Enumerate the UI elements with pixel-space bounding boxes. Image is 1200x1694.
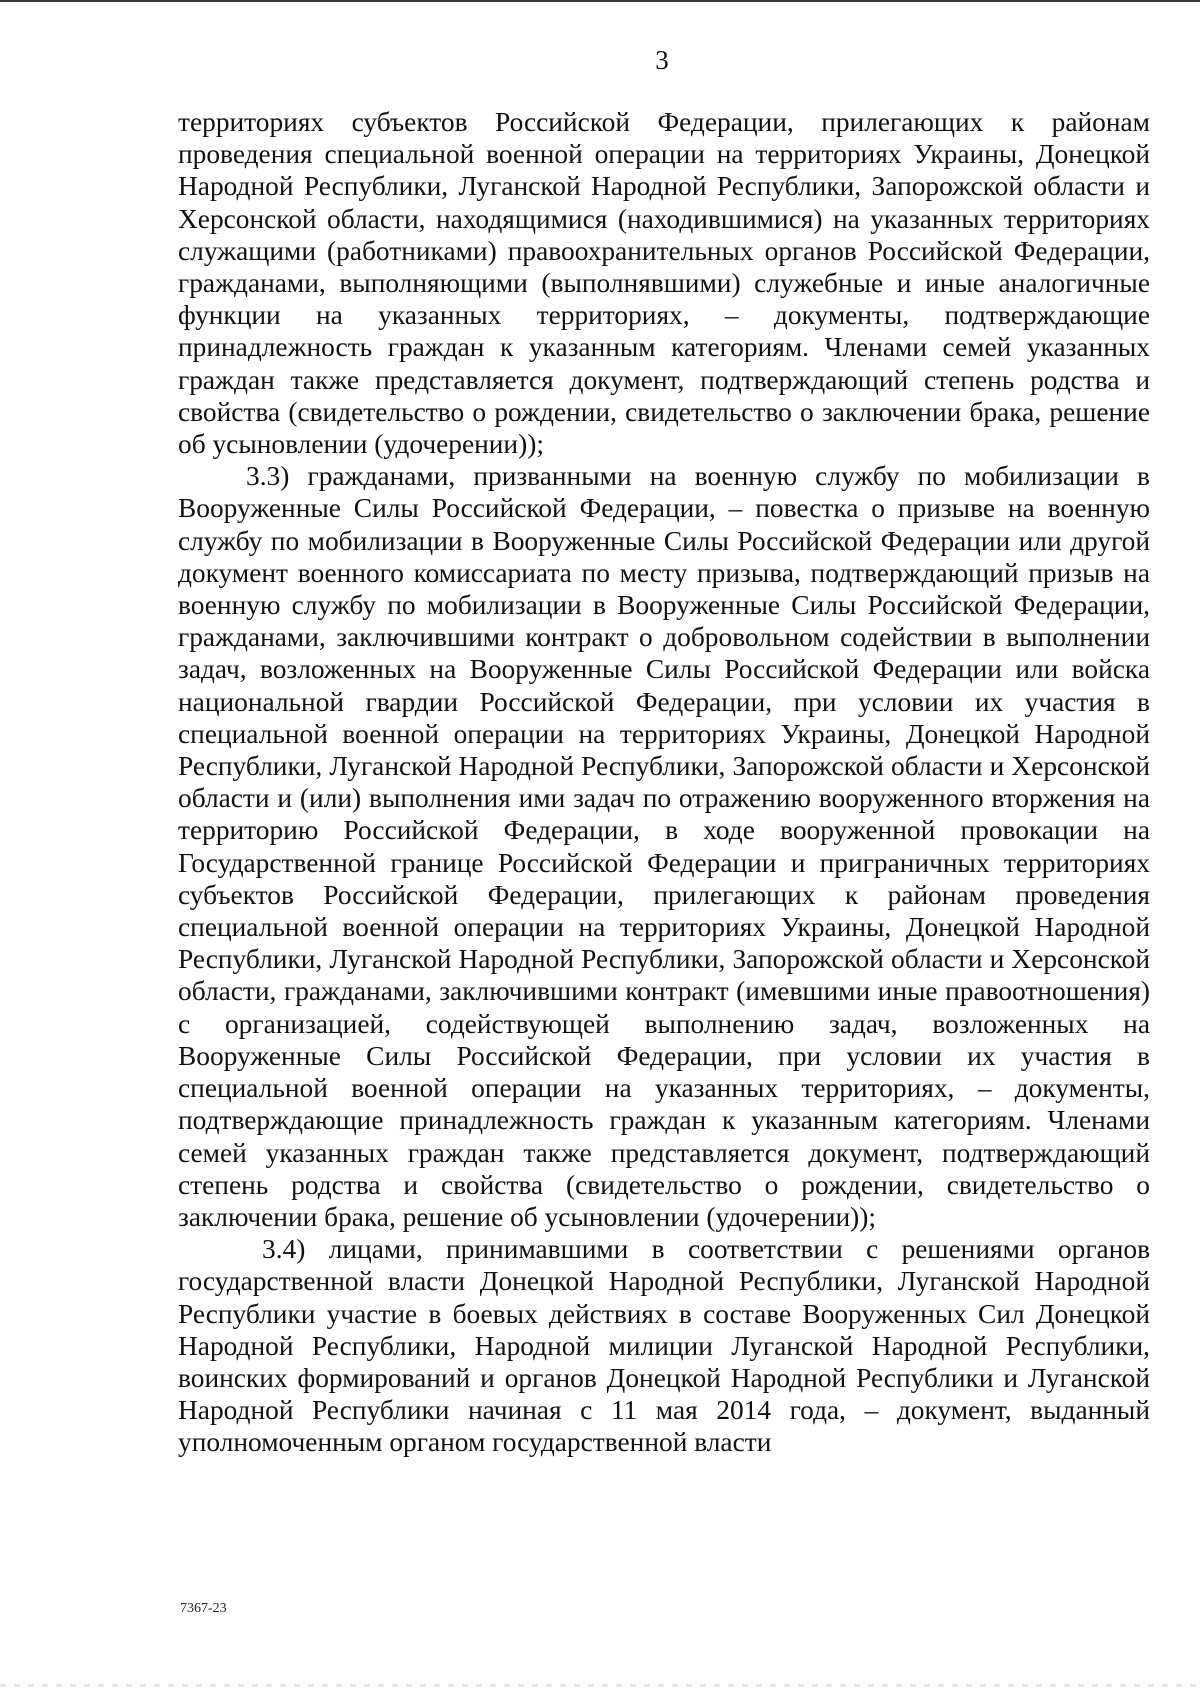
paragraph-continuation: территориях субъектов Российской Федерации, прилегающих к районам проведения специальной военной операции на территориях Украины, Донецкой Народной Республики, Луганской Народной Республики, Запорожской области и Херсонской области, находящимися (находившимися) на указанных территориях служащими (работниками) правоохранительных органов Российской Федерации, гражданами, выполняющими (выполнявшими) служебные и иные аналогичные функции на указанных территориях, – документы, подтверждающие принадлежность граждан к указанным категориям. Членами семей указанных граждан также представляется документ, подтверждающий степень родства и свойства (свидетельство о рождении, свидетельство о заключении брака, решение об усыновлении (удочерении)); [178,107,1150,460]
paragraph-3-4: 3.4) лицами, принимавшими в соответствии с решениями органов государственной власти Донецкой Народной Республики, Луганской Народной Республики участие в боевых действиях в составе Вооруженных Сил Донецкой Народной Республики, Народной милиции Луганской Народной Республики, воинских формирований и органов Донецкой Народной Республики и Луганской Народной Республики начиная с 11 мая 2014 года, – документ, выданный уполномоченным органом государственной власти [178,1234,1150,1458]
page-number: 3 [655,45,669,75]
scan-bottom-artifact [0,1684,1200,1687]
scan-top-border [0,0,1200,2]
document-body [178,106,1150,1459]
paragraph-3-3: 3.3) гражданами, призванными на военную службу по мобилизации в Вооруженные Силы Российской Федерации, – повестка о призыве на военную службу по мобилизации в Вооруженные Силы Российской Федерации или другой документ военного комиссариата по месту призыва, подтверждающий призыв на военную службу по мобилизации в Вооруженные Силы Российской Федерации, гражданами, заключившими контракт о добровольном содействии в выполнении задач, возложенных на Вооруженные Силы Российской Федерации или войска национальной гвардии Российской Федерации, при условии их участия в специальной военной операции на территориях Украины, Донецкой Народной Республики, Луганской Народной Республики, Запорожской области и Херсонской области и (или) выполнения ими задач по отражению вооруженного вторжения на территорию Российской Федерации, в ходе вооруженной провокации на Государственной границе Российской Федерации и приграничных территориях субъектов Российской Федерации, прилегающих к районам проведения специальной военной операции на территориях Украины, Донецкой Народной Республики, Луганской Народной Республики, Запорожской области и Херсонской области, гражданами, заключившими контракт (имевшими иные правоотношения) с организацией, содействующей выполнению задач, возложенных на Вооруженные Силы Российской Федерации, при условии их участия в специальной военной операции на указанных территориях, – документы, подтверждающие принадлежность граждан к указанным категориям. Членами семей указанных граждан также представляется документ, подтверждающий степень родства и свойства (свидетельство о рождении, свидетельство о заключении брака, решение об усыновлении (удочерении)); [178,461,1150,1232]
document-code: 7367-23 [180,1601,227,1616]
